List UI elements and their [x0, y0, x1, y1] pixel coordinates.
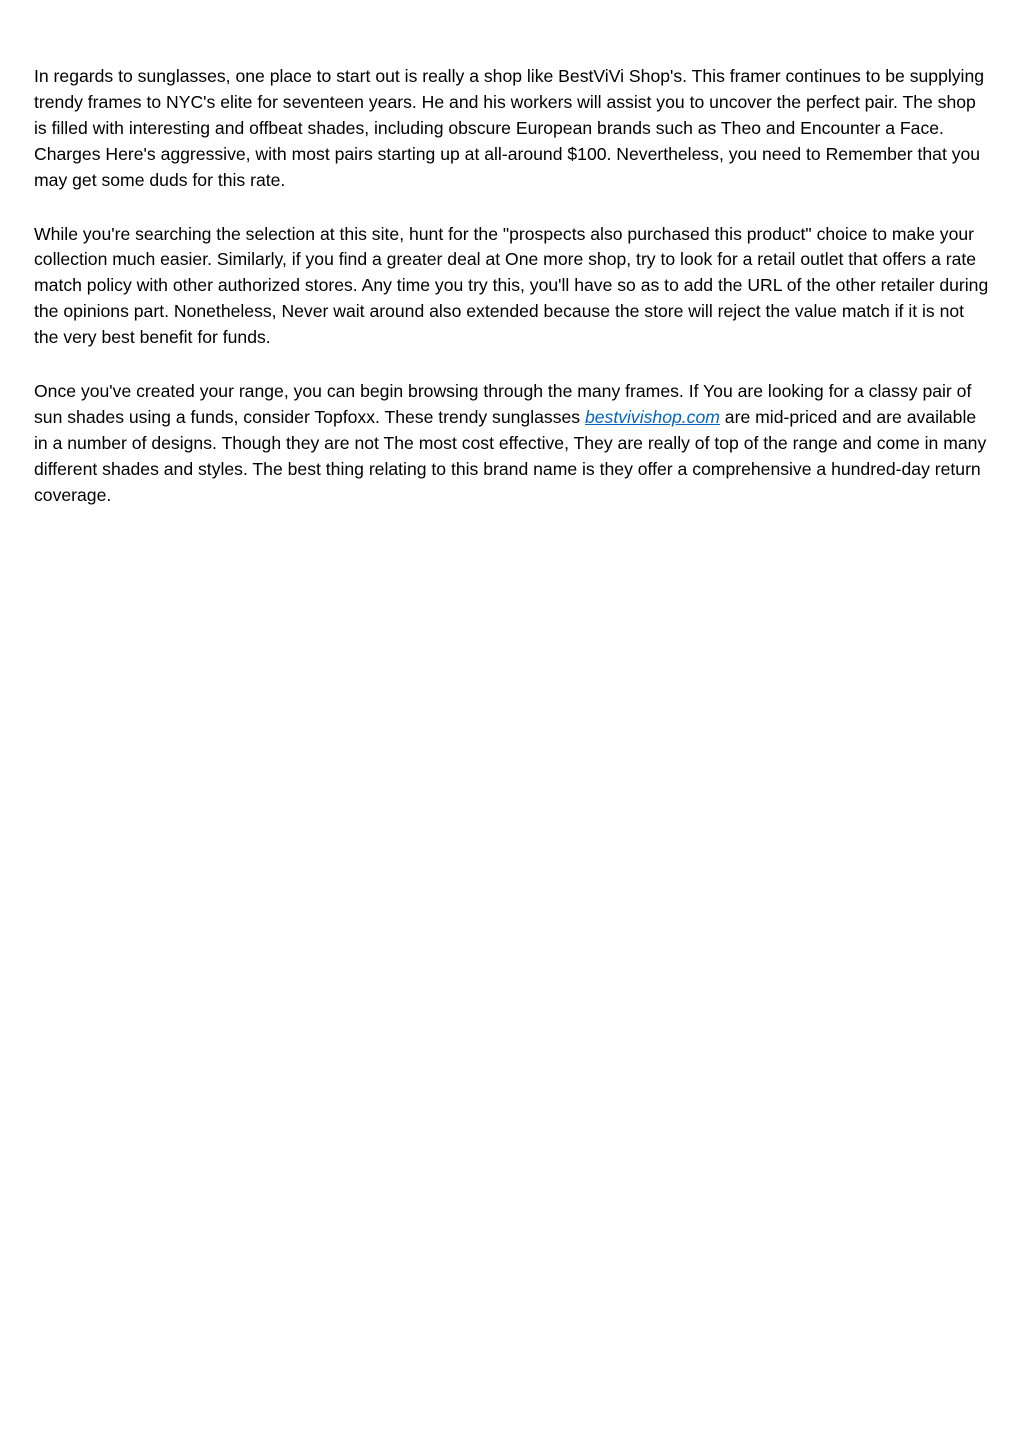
bestvivishop-link[interactable]: bestvivishop.com: [584, 406, 720, 427]
paragraph-3: [34, 379, 990, 509]
paragraph-2: While you're searching the selection at this site, hunt for the "prospects also purchased this product" choice to make your collection much easier. Similarly, if you find a greater deal at One more shop, try to look for a retail outlet that offers a rate match policy with other authorized stores. Any time you try this, you'll have so as to add the URL of the other retailer during the opinions part. Nonetheless, Never wait around also extended because the store will reject the value match if it is not the very best benefit for funds.: [34, 223, 989, 348]
document-page: [34, 64, 990, 537]
paragraph-3-text-before-link: Once you've created your range, you can begin browsing through the many frames. If You are looking for a classy pair of sun shades using a funds, consider Topfoxx. These trendy sunglasses: [34, 381, 972, 427]
paragraph-1: In regards to sunglasses, one place to start out is really a shop like BestViVi Shop's. This framer continues to be supplying trendy frames to NYC's elite for seventeen years. He and his workers will assist you to uncover the perfect pair. The shop is filled with interesting and offbeat shades, including obscure European brands such as Theo and Encounter a Face. Charges Here's aggressive, with most pairs starting up at all-around $100. Nevertheless, you need to Remember that you may get some duds for this rate.: [34, 66, 985, 190]
paragraph-3-text-after-link: are mid-priced and are available in a number of designs. Though they are not The most cost effective, They are really of top of the range and come in many different shades and styles. The best thing relating to this brand name is they offer a comprehensive a hundred-day return coverage.: [34, 406, 987, 505]
